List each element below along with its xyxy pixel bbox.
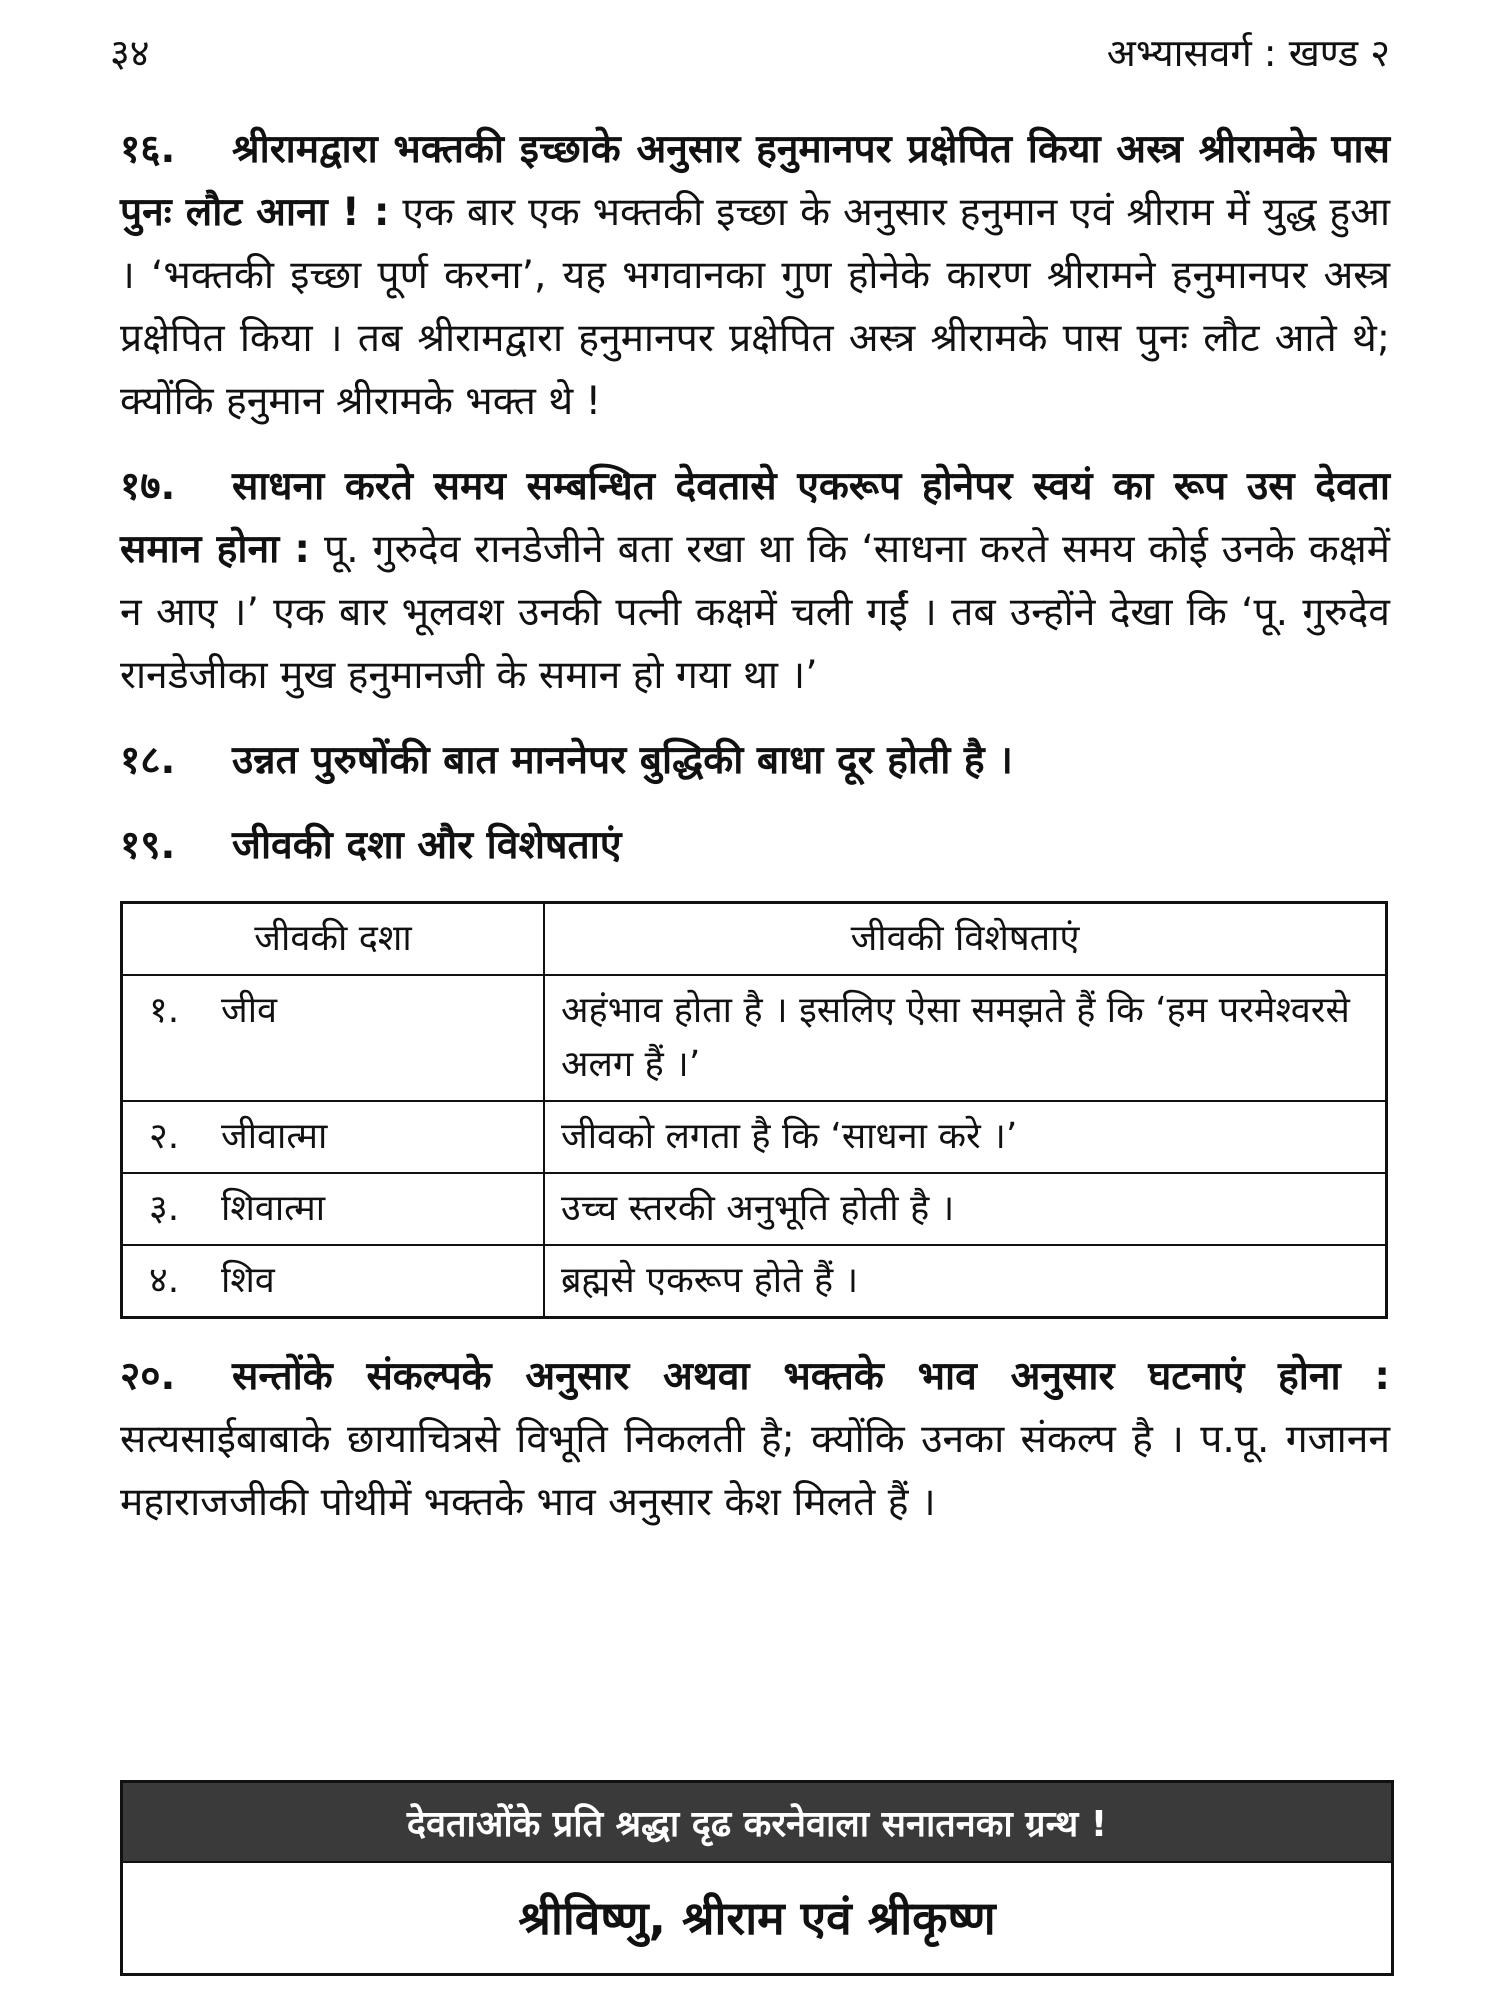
point-17 — [120, 455, 1390, 707]
point-heading: उन्नत पुरुषोंकी बात माननेपर बुद्धिकी बाधा दूर होती है । — [232, 738, 1013, 783]
point-20 — [120, 1345, 1390, 1534]
point-heading: जीवकी दशा और विशेषताएं — [232, 823, 622, 868]
row-number: १. — [149, 990, 180, 1031]
table-cell-state — [122, 1173, 545, 1245]
row-number: ४. — [149, 1260, 180, 1301]
page-header — [110, 22, 1390, 82]
table-row — [122, 975, 1387, 1101]
point-heading: साधना करते समय सम्बन्धित देवतासे एकरूप होनेपर स्वयं का रूप उस देवता समान होना : — [120, 464, 1390, 572]
point-number: १७. — [120, 464, 176, 509]
point-16 — [120, 118, 1390, 433]
table-cell-state — [122, 1245, 545, 1318]
point-body: पू. गुरुदेव रानडेजीने बता रखा था कि ‘साधना करते समय कोई उनके कक्षमें न आए ।’ एक बार भूलवश उनकी पत्नी कक्षमें चली गईं । तब उन्होंने देखा कि ‘पू. गुरुदेव रानडेजीका मुख हनुमानजी के समान हो गया था ।’ — [120, 527, 1390, 698]
row-state: जीव — [221, 990, 278, 1031]
row-state: शिवात्मा — [221, 1188, 326, 1229]
point-number: १८. — [120, 738, 176, 783]
jiva-state-table — [120, 901, 1388, 1319]
point-heading: श्रीरामद्वारा भक्तकी इच्छाके अनुसार हनुमानपर प्रक्षेपित किया अस्त्र श्रीरामके पास पुनः लौट आना ! : — [120, 127, 1390, 235]
section-title: अभ्यासवर्ग : खण्ड २ — [1106, 31, 1390, 75]
point-19 — [120, 814, 1390, 877]
promo-book-title: श्रीविष्णु, श्रीराम एवं श्रीकृष्ण — [123, 1861, 1391, 1971]
point-heading: सन्तोंके संकल्पके अनुसार अथवा भक्तके भाव अनुसार घटनाएं होना : — [232, 1354, 1390, 1399]
point-number: २०. — [120, 1354, 176, 1399]
point-number: १६. — [120, 127, 176, 172]
row-number: ३. — [149, 1188, 180, 1229]
page-number: ३४ — [110, 31, 150, 75]
table-cell-desc: उच्च स्तरकी अनुभूति होती है । — [544, 1173, 1387, 1245]
page-content — [120, 118, 1390, 1556]
table-cell-desc: अहंभाव होता है । इसलिए ऐसा समझते हैं कि ‘हम परमेश्वरसे अलग हैं ।’ — [544, 975, 1387, 1101]
point-body: सत्यसाईबाबाके छायाचित्रसे विभूति निकलती है; क्योंकि उनका संकल्प है । प.पू. गजानन महाराजजीकी पोथीमें भक्तके भाव अनुसार केश मिलते हैं । — [120, 1417, 1390, 1525]
point-body: एक बार एक भक्तकी इच्छा के अनुसार हनुमान एवं श्रीराम में युद्ध हुआ । ‘भक्तकी इच्छा पूर्ण करना’, यह भगवानका गुण होनेके कारण श्रीरामने हनुमानपर अस्त्र प्रक्षेपित किया । तब श्रीरामद्वारा हनुमानपर प्रक्षेपित अस्त्र श्रीरामके पास पुनः लौट आते थे; क्योंकि हनुमान श्रीरामके भक्त थे ! — [120, 190, 1391, 424]
point-number: १९. — [120, 823, 176, 868]
row-state: शिव — [221, 1260, 275, 1301]
promo-tagline: देवताओंके प्रति श्रद्धा दृढ करनेवाला सनातनका ग्रन्थ ! — [123, 1783, 1391, 1861]
table-row — [122, 1101, 1387, 1173]
table-row — [122, 1173, 1387, 1245]
table-cell-state — [122, 975, 545, 1101]
point-18 — [120, 729, 1390, 792]
book-promo-box — [120, 1780, 1394, 1976]
table-header-row — [122, 903, 1387, 976]
table-header-traits: जीवकी विशेषताएं — [544, 903, 1387, 976]
table-row — [122, 1245, 1387, 1318]
row-number: २. — [149, 1116, 180, 1157]
table-cell-desc: जीवको लगता है कि ‘साधना करे ।’ — [544, 1101, 1387, 1173]
table-header-state: जीवकी दशा — [122, 903, 545, 976]
table-cell-state — [122, 1101, 545, 1173]
table-cell-desc: ब्रह्मसे एकरूप होते हैं । — [544, 1245, 1387, 1318]
row-state: जीवात्मा — [221, 1116, 328, 1157]
